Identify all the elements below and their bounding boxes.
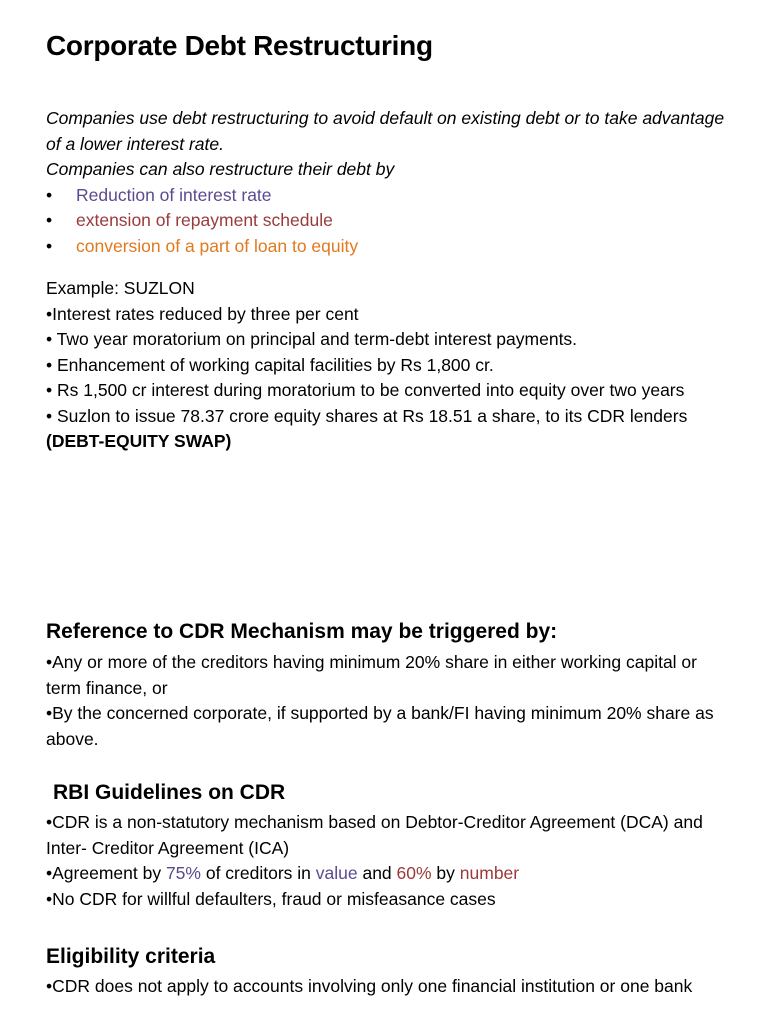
example-item: • Enhancement of working capital facilities by Rs 1,800 cr.	[46, 354, 494, 375]
rbi-heading: RBI Guidelines on CDR	[53, 781, 286, 804]
example-item: • Rs 1,500 cr interest during moratorium to be converted into equity over two years	[46, 380, 685, 400]
cdr-trigger-list	[46, 650, 736, 752]
cdr-trigger-item: •Any or more of the creditors having minimum 20% share in either working capital or term finance, or	[46, 652, 697, 698]
rbi-agreement-text: by	[431, 863, 460, 883]
cdr-trigger-item: •By the concerned corporate, if supported by a bank/FI having minimum 20% share as above.	[46, 703, 714, 749]
example-item: •Interest rates reduced by three per cent	[46, 303, 359, 324]
rbi-item: •No CDR for willful defaulters, fraud or misfeasance cases	[46, 888, 496, 909]
intro-line-2: Companies can also restructure their debt by	[46, 159, 395, 179]
rbi-item: •CDR is a non-statutory mechanism based on Debtor-Creditor Agreement (DCA) and Inter- Creditor Agreement (ICA)	[46, 812, 703, 858]
example-item-debt-equity	[46, 404, 736, 455]
rbi-agreement-text: and	[357, 863, 397, 883]
rbi-agreement-item	[46, 861, 736, 887]
example-item: • Two year moratorium on principal and term-debt interest payments.	[46, 329, 578, 349]
example-section	[46, 276, 736, 455]
method-extension-of-schedule: • extension of repayment schedule	[46, 208, 736, 234]
method-loan-to-equity: • conversion of a part of loan to equity	[46, 234, 736, 260]
restructure-methods-list	[46, 183, 736, 260]
eligibility-list	[46, 974, 736, 1000]
intro-section	[46, 106, 736, 259]
cdr-trigger-heading: Reference to CDR Mechanism may be triggered by:	[46, 620, 558, 643]
method-reduction-of-interest: • Reduction of interest rate	[46, 183, 736, 209]
eligibility-item: •CDR does not apply to accounts involving only one financial institution or one bank	[46, 976, 693, 996]
value-word: value	[315, 863, 358, 883]
number-word: number	[459, 863, 520, 883]
pct-60: 60%	[396, 863, 432, 883]
rbi-list	[46, 810, 736, 912]
page-title: Corporate Debt Restructuring	[46, 30, 433, 61]
rbi-agreement-text: of creditors in	[200, 863, 316, 883]
eligibility-heading: Eligibility criteria	[46, 945, 216, 968]
rbi-agreement-text: •Agreement by	[46, 863, 166, 883]
example-heading: Example: SUZLON	[46, 278, 195, 298]
debt-equity-swap-label: (DEBT-EQUITY SWAP)	[46, 431, 232, 451]
example-last-text: • Suzlon to issue 78.37 crore equity shares at Rs 18.51 a share, to its CDR lenders	[46, 405, 688, 426]
pct-75: 75%	[165, 863, 201, 883]
intro-line-1: Companies use debt restructuring to avoid default on existing debt or to take advantage of a lower interest rate.	[46, 108, 725, 154]
